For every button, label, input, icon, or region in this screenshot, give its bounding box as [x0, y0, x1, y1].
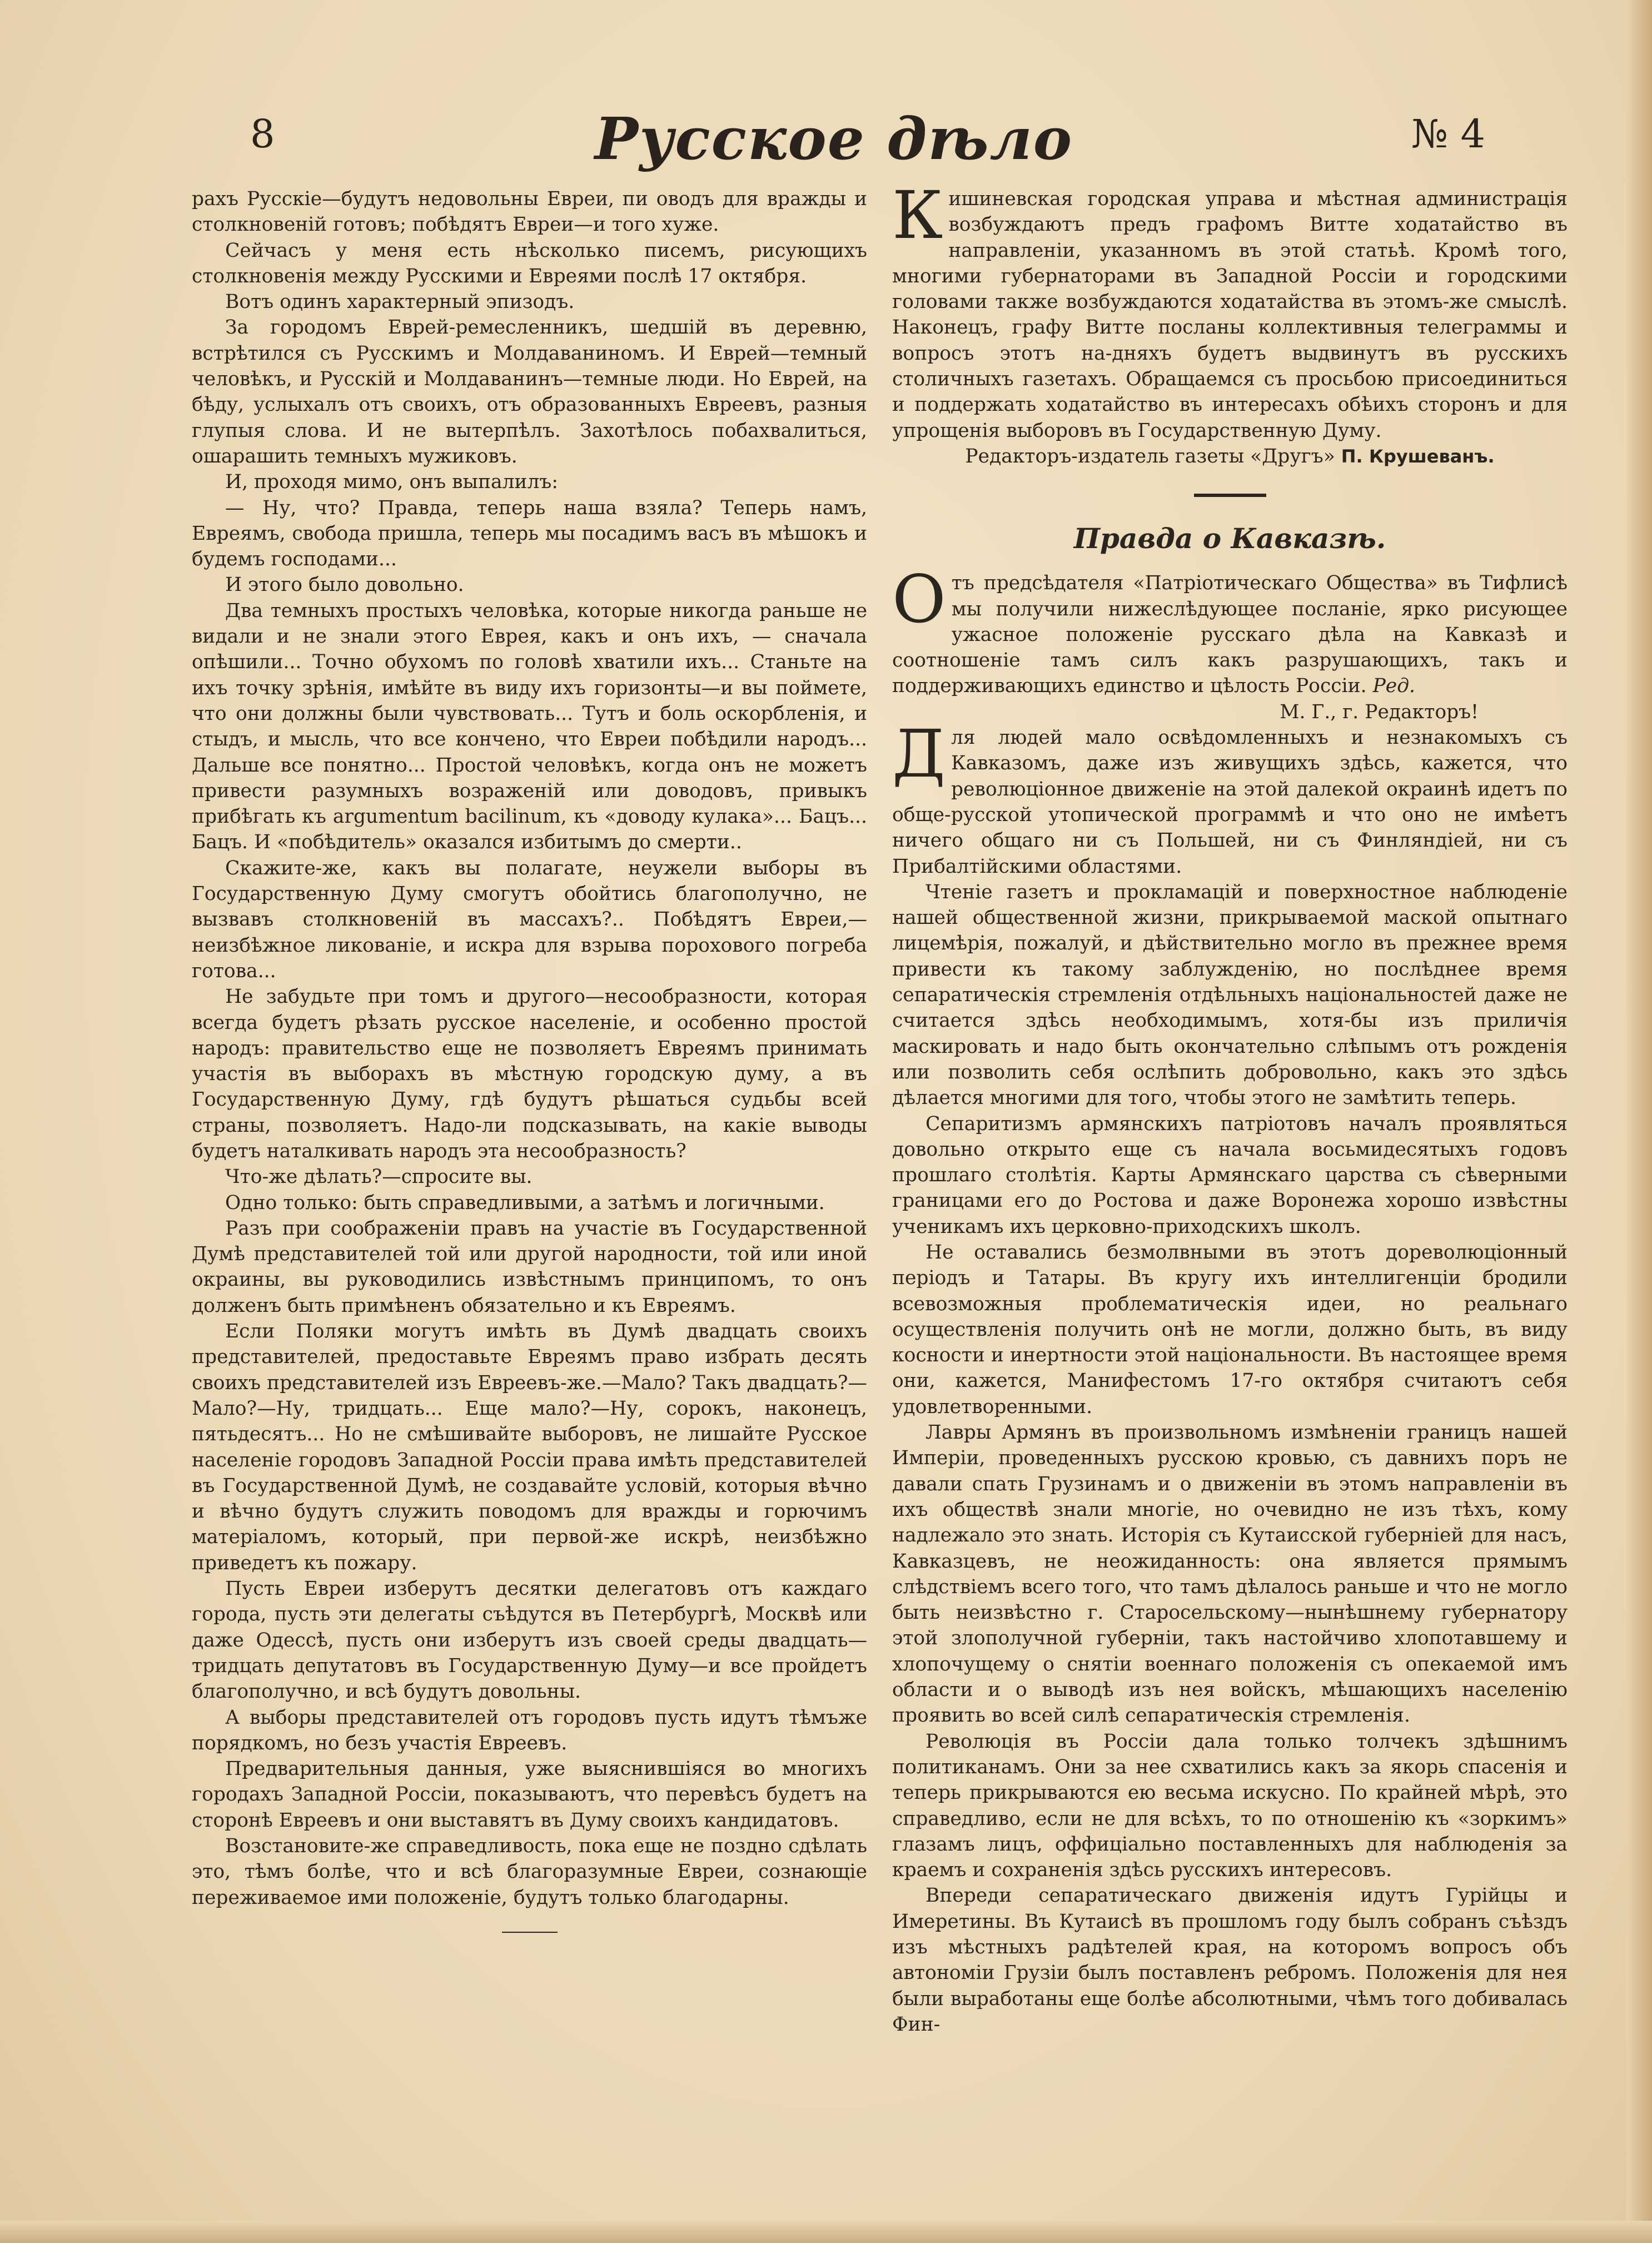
lead-paragraph	[892, 561, 1568, 699]
intro-text: ишиневская городская управа и мѣстная администрація возбуждаютъ предъ графомъ Витте ходатайство въ направленіи, указанномъ въ этой статьѣ. Кромѣ того, многими губернаторами въ Западной Россіи и городскими головами также возбуждаются ходатайства въ этомъ-же смыслѣ. Наконецъ, графу Витте посланы коллективныя телеграммы и вопросъ этотъ на-дняхъ будетъ выдвинутъ въ русскихъ столичныхъ газетахъ. Обращаемся съ просьбою присоединиться и поддержать ходатайство въ интересахъ обѣихъ сторонъ и для упрощенія выборовъ въ Государственную Думу.	[892, 188, 1568, 442]
paragraph: Сейчасъ у меня есть нѣсколько писемъ, рисующихъ столкновенія между Русскими и Евреями послѣ 17 октября.	[192, 239, 867, 287]
paragraph: Разъ при соображеніи правъ на участіе въ Государственной Думѣ представителей той или другой народности, той или иной окраины, вы руководились извѣстнымъ принципомъ, то онъ долженъ быть примѣненъ обязательно и къ Евреямъ.	[192, 1217, 867, 1317]
paragraph: рахъ Русскіе—будутъ недовольны Евреи, пи оводъ для вражды и столкновеній готовъ; побѣдятъ Евреи—и того хуже.	[192, 188, 867, 236]
editor-name: П. Крушеванъ.	[1341, 445, 1495, 467]
paragraph: А выборы представителей отъ городовъ пусть идутъ тѣмъже порядкомъ, но безъ участія Евреевъ.	[192, 1706, 867, 1754]
issue-number: № 4	[1411, 111, 1485, 157]
page-number: 8	[250, 111, 275, 157]
salutation: М. Г., г. Редакторъ!	[1280, 700, 1479, 723]
paragraph: Пусть Евреи изберутъ десятки делегатовъ отъ каждаго города, пусть эти делегаты съѣдутся въ Петербургѣ, Москвѣ или даже Одессѣ, пусть они изберутъ изъ своей среды двадцать—тридцать депутатовъ въ Государственную Думу—и все пройдетъ благополучно, и всѣ будутъ довольны.	[192, 1578, 867, 1703]
paragraph: Предварительныя данныя, уже выяснившіяся во многихъ городахъ Западной Россіи, показываютъ, что перевѣсъ будетъ на сторонѣ Евреевъ и они выставятъ въ Думу своихъ кандидатовъ.	[192, 1758, 867, 1832]
paragraph: — Ну, что? Правда, теперь наша взяла? Теперь намъ, Евреямъ, свобода пришла, теперь мы посадимъ васъ въ мѣшокъ и будемъ господами...	[192, 496, 867, 571]
paragraph: Вотъ одинъ характерный эпизодъ.	[225, 291, 575, 314]
paragraph: За городомъ Еврей-ремесленникъ, шедшій въ деревню, встрѣтился съ Русскимъ и Молдаваниномъ. И Еврей—темный человѣкъ, и Русскій и Молдаванинъ—темные люди. Но Еврей, на бѣду, услыхалъ отъ своихъ, отъ образованныхъ Евреевъ, разныя глупыя слова. И не вытерпѣлъ. Захотѣлось побахвалиться, ошарашить темныхъ мужиковъ.	[192, 316, 867, 468]
article-title: Правда о Кавказѣ.	[1073, 522, 1386, 555]
section-rule	[1194, 494, 1266, 497]
paragraph: Не забудьте при томъ и другого—несообразности, которая всегда будетъ рѣзать русское населеніе, и особенно простой народъ: правительство еще не позволяетъ Евреямъ принимать участія въ выборахъ въ мѣстную городскую думу, а въ Государственную Думу, гдѣ будутъ рѣшаться судьбы всей страны, позволяетъ. Надо-ли подсказывать, на какіе выводы будетъ наталкивать народъ эта несообразность?	[192, 986, 867, 1162]
paragraph: И этого было довольно.	[225, 574, 464, 596]
page-edge-bottom	[0, 2221, 1652, 2243]
paragraph: Чтеніе газетъ и прокламацій и поверхностное наблюденіе нашей общественной жизни, прикрываемой маской опытнаго лицемѣрія, пожалуй, и дѣйствительно могло въ прежнее время привести къ такому заблужденію, но послѣднее время сепаратическія стремленія отдѣльныхъ національностей даже не считается здѣсь необходимымъ, хотя-бы изъ приличія маскировать и надо быть окончательно слѣпымъ отъ рожденія или позволить себя ослѣпить добровольно, какъ это здѣсь дѣлается многими для того, чтобы этого не замѣтить теперь.	[892, 881, 1568, 1110]
end-rule	[502, 1932, 558, 1933]
editor-signature	[892, 444, 1568, 469]
paragraph: Возстановите-же справедливость, пока еще не поздно сдѣлать это, тѣмъ болѣе, что и всѣ благоразумные Евреи, сознающіе переживаемое ими положеніе, будутъ только благодарны.	[192, 1835, 867, 1909]
paragraph: Что-же дѣлать?—спросите вы.	[225, 1166, 533, 1188]
right-column	[892, 177, 1568, 2037]
paragraph: Впереди сепаратическаго движенія идутъ Гурійцы и Имеретины. Въ Кутаисѣ въ прошломъ году былъ собранъ съѣздъ изъ мѣстныхъ радѣтелей края, на которомъ вопросъ объ автономіи Грузіи былъ поставленъ ребромъ. Положенія для нея были выработаны еще болѣе абсолютными, чѣмъ того добивалась Фин-	[892, 1884, 1568, 2036]
newspaper-title: Русское дѣло	[594, 105, 1073, 173]
lead-text: тъ предсѣдателя «Патріотическаго Общества» въ Тифлисѣ мы получили нижеслѣдующее посланіе, ярко рисующее ужасное положеніе русскаго дѣла на Кавказѣ и соотношеніе тамъ силъ какъ разрушающихъ, такъ и поддерживающихъ единство и цѣлость Россіи.	[892, 572, 1568, 698]
paragraph: Одно только: быть справедливыми, а затѣмъ и логичными.	[225, 1191, 825, 1214]
paragraph: Два темныхъ простыхъ человѣка, которые никогда раньше не видали и не знали этого Еврея, какъ и онъ ихъ, — сначала опѣшили... Точно обухомъ по головѣ хватили ихъ... Станьте на ихъ точку зрѣнія, имѣйте въ виду ихъ горизонты—и вы поймете, что они должны были чувствовать... Тутъ и боль оскорбленія, и стыдъ, и мысль, что все кончено, что Евреи побѣдили народъ... Дальше все понятно... Простой человѣкъ, когда онъ не можетъ привести разумныхъ возраженій или доводовъ, привыкъ прибѣгать къ argumentum bacilinum, къ «доводу кулака»... Бацъ... Бацъ. И «побѣдитель» оказался избитымъ до смерти..	[192, 599, 867, 854]
drop-cap: К	[892, 177, 943, 253]
editor-prefix: Редакторъ-издатель газеты «Другъ»	[965, 445, 1335, 468]
body-first-text: ля людей мало освѣдомленныхъ и незнакомыхъ съ Кавказомъ, даже изъ живущихъ здѣсь, кажется, что революціонное движеніе на этой далекой окраинѣ идетъ по обще-русской утопической программѣ и что оно не имѣетъ ничего общаго ни съ Польшей, ни съ Финляндіей, ни съ Прибалтійскими областями.	[892, 727, 1568, 878]
drop-cap: Д	[892, 715, 946, 793]
paragraph: Скажите-же, какъ вы полагате, неужели выборы въ Государственную Думу смогутъ обойтись благополучно, не вызвавъ столкновеній въ массахъ?.. Побѣдятъ Евреи,—неизбѣжное ликованіе, и искра для взрыва порохового погреба готова...	[192, 857, 867, 982]
paragraph: Сепаритизмъ армянскихъ патріотовъ началъ проявляться довольно открыто еще съ начала восьмидесятыхъ годовъ прошлаго столѣтія. Карты Армянскаго царства съ сѣверными границами его до Ростова и даже Воронежа хорошо извѣстны ученикамъ ихъ церковно-приходскихъ школъ.	[892, 1112, 1568, 1238]
paragraph: Если Поляки могутъ имѣть въ Думѣ двадцать своихъ представителей, предоставьте Евреямъ право избрать десять своихъ представителей изъ Евреевъ-же.—Мало? Такъ двадцать?—Мало?—Ну, тридцать... Еще мало?—Ну, сорокъ, наконецъ, пятьдесятъ... Но не смѣшивайте выборовъ, не лишайте Русское населеніе городовъ Западной Россіи права имѣть представителей въ Государственной Думѣ, не создавайте условій, которыя вѣчно и вѣчно будутъ служить поводомъ для вражды и горючимъ матеріаломъ, который, при первой-же искрѣ, неизбѣжно приведетъ къ пожару.	[192, 1320, 867, 1574]
intro-paragraph	[892, 177, 1568, 444]
paragraph: И, проходя мимо, онъ выпалилъ:	[225, 471, 558, 494]
paragraph: Революція въ Россіи дала только толчекъ здѣшнимъ политиканамъ. Они за нее схватились какъ за якорь спасенія и теперь прикрываются ею весьма искусно. По крайней мѣрѣ, это справедливо, если не для всѣхъ, то по отношенію къ «зоркимъ» глазамъ лицъ, оффиціально поставленныхъ для наблюденія за краемъ и сохраненія здѣсь русскихъ интересовъ.	[892, 1730, 1568, 1882]
body-first-paragraph	[892, 715, 1568, 879]
paragraph: Не оставались безмолвными въ этотъ дореволюціонный періодъ и Татары. Въ кругу ихъ интеллигенціи бродили всевозможныя проблематическія идеи, но реальнаго осуществленія получить онѣ не могли, должно быть, въ виду косности и инертности этой національности. Въ настоящее время они, кажется, Манифестомъ 17-го октября считаютъ себя удовлетворенными.	[892, 1241, 1568, 1418]
paragraph: Лавры Армянъ въ произвольномъ измѣненіи границъ нашей Имперіи, проведенныхъ русскою кровью, съ давнихъ поръ не давали спать Грузинамъ и о движеніи въ этомъ направленіи въ ихъ обществѣ знали многіе, но очевидно не изъ тѣхъ, кому надлежало это знать. Исторія съ Кутаисской губерніей для насъ, Кавказцевъ, не неожиданность: она является прямымъ слѣдствіемъ всего того, что тамъ дѣлалось раньше и что не могло быть неизвѣстно г. Старосельскому—нынѣшнему губернатору этой злополучной губерніи, такъ настойчиво хлопотавшему и хлопочущему о снятіи военнаго положенія съ опекаемой имъ области и о выводѣ изъ нея войскъ, мѣшающихъ населенію проявить во всей силѣ сепаратическія стремленія.	[892, 1421, 1568, 1727]
left-column	[192, 186, 867, 1933]
drop-cap: О	[892, 561, 946, 638]
lead-signature: Ред.	[1372, 675, 1416, 698]
page-edge-right	[1626, 0, 1652, 2243]
